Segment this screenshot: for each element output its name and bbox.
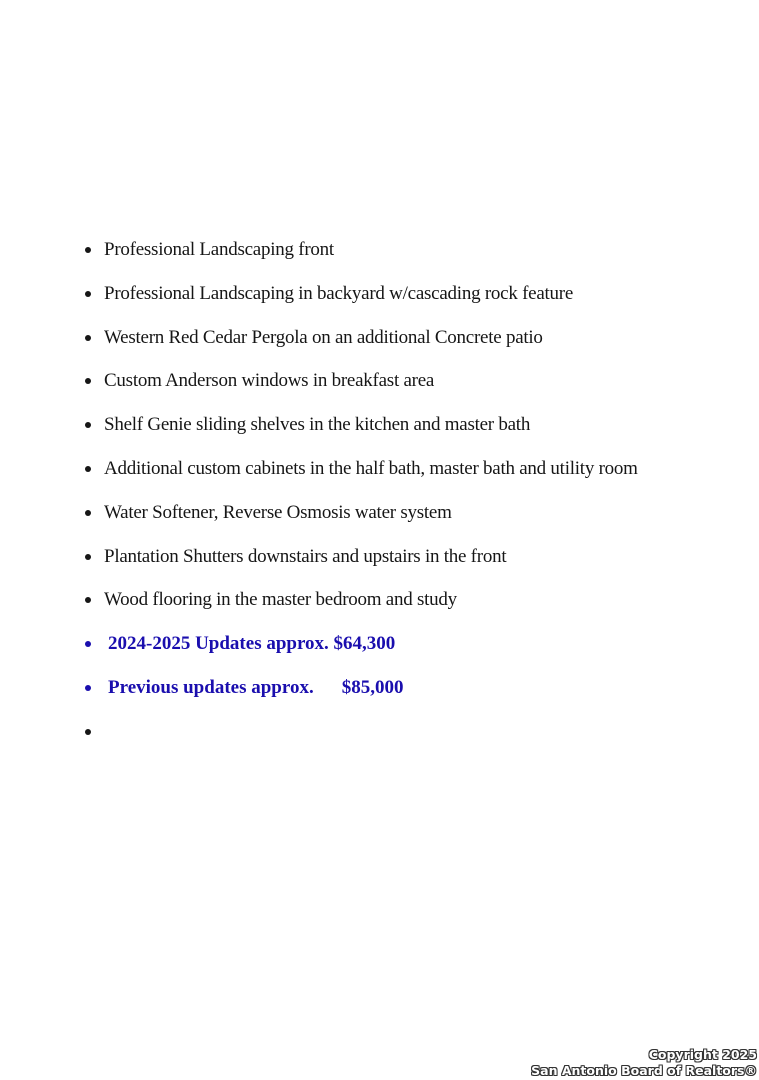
bullet-icon [85,510,91,516]
bullet-icon [85,291,91,297]
list-item [0,272,759,316]
list-item [0,228,759,272]
list-item [0,535,759,579]
list-item [0,359,759,403]
list-item-text: Professional Landscaping front [104,239,334,260]
recent-updates-text: 2024-2025 Updates approx. $64,300 [108,633,396,655]
bullet-icon [85,247,91,253]
recent-updates-item [0,622,759,666]
bullet-icon [85,466,91,472]
bullet-icon [85,335,91,341]
bullet-icon [85,685,91,691]
bullet-icon [85,378,91,384]
bullet-icon [85,422,91,428]
previous-updates-item [0,666,759,710]
copyright-watermark [531,1047,757,1079]
previous-updates-amount: $85,000 [341,676,404,698]
list-item [0,316,759,360]
list-item-text: Shelf Genie sliding shelves in the kitchen and master bath [104,414,531,436]
copyright-line: Copyright 2025 [648,1047,757,1062]
list-item-text: Wood flooring in the master bedroom and study [104,589,457,611]
list-item [0,403,759,447]
empty-list-item [0,710,759,754]
bullet-icon [85,729,91,735]
list-item-text: Professional Landscaping in backyard w/cascading rock feature [104,282,574,304]
list-item-text: Additional custom cabinets in the half bath, master bath and utility room [104,457,638,479]
list-item [0,491,759,535]
bullet-icon [85,597,91,603]
copyright-owner: San Antonio Board of Realtors® [531,1063,757,1078]
bullet-icon [85,641,91,647]
list-item [0,578,759,622]
list-item [0,447,759,491]
list-item-text: Western Red Cedar Pergola on an additional Concrete patio [104,326,543,348]
bullet-icon [85,554,91,560]
list-item-text: Plantation Shutters downstairs and upstairs in the front [104,545,507,567]
feature-list [0,228,759,754]
list-item-text: Water Softener, Reverse Osmosis water system [104,501,452,523]
previous-updates-label: Previous updates approx. [108,676,314,698]
list-item-text: Custom Anderson windows in breakfast area [104,370,435,392]
